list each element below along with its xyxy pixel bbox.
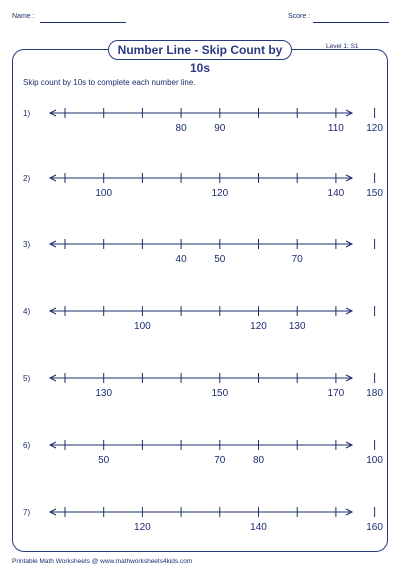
footer-credit: Printable Math Worksheets @ www.mathworksheets4kids.com	[12, 558, 193, 565]
tick-label: 120	[211, 188, 229, 199]
number-line-4	[23, 306, 403, 332]
tick-label: 120	[134, 522, 151, 533]
tick-label: 100	[95, 188, 113, 199]
question-number: 6)	[23, 441, 31, 450]
tick-label: 140	[250, 522, 267, 533]
tick-label: 100	[366, 455, 383, 466]
tick-label: 130	[95, 388, 113, 399]
instructions: Skip count by 10s to complete each number line.	[23, 78, 196, 87]
tick-label: 160	[366, 522, 383, 533]
tick-label: 120	[366, 123, 383, 134]
question-number: 3)	[23, 240, 31, 249]
score-label: Score :	[288, 13, 311, 20]
worksheet-title: Number Line - Skip Count by 10s	[108, 40, 292, 60]
tick-label: 80	[175, 123, 187, 134]
tick-label: 180	[366, 388, 383, 399]
question-number: 2)	[23, 174, 31, 183]
level-label: Level 1: S1	[326, 43, 359, 50]
tick-label: 80	[252, 455, 265, 466]
number-line-3	[23, 239, 403, 265]
number-line-1	[23, 108, 403, 134]
name-label: Name :	[12, 13, 35, 20]
tick-label: 170	[327, 388, 345, 399]
tick-label: 140	[327, 188, 345, 199]
tick-label: 70	[214, 455, 226, 466]
question-number: 7)	[23, 508, 31, 517]
tick-label: 70	[291, 254, 303, 265]
tick-label: 50	[214, 254, 226, 265]
number-line-5	[23, 373, 403, 399]
tick-label: 150	[366, 188, 383, 199]
tick-label: 110	[327, 123, 344, 134]
tick-label: 120	[250, 321, 267, 332]
number-line-2	[23, 173, 403, 199]
tick-label: 150	[211, 388, 229, 399]
question-number: 5)	[23, 374, 31, 383]
tick-label: 90	[214, 123, 226, 134]
tick-label: 130	[288, 321, 306, 332]
question-number: 4)	[23, 307, 31, 316]
tick-label: 100	[134, 321, 151, 332]
number-line-7	[23, 507, 403, 533]
tick-label: 40	[175, 254, 187, 265]
question-number: 1)	[23, 109, 31, 118]
tick-label: 50	[98, 455, 110, 466]
number-line-6	[23, 440, 403, 466]
